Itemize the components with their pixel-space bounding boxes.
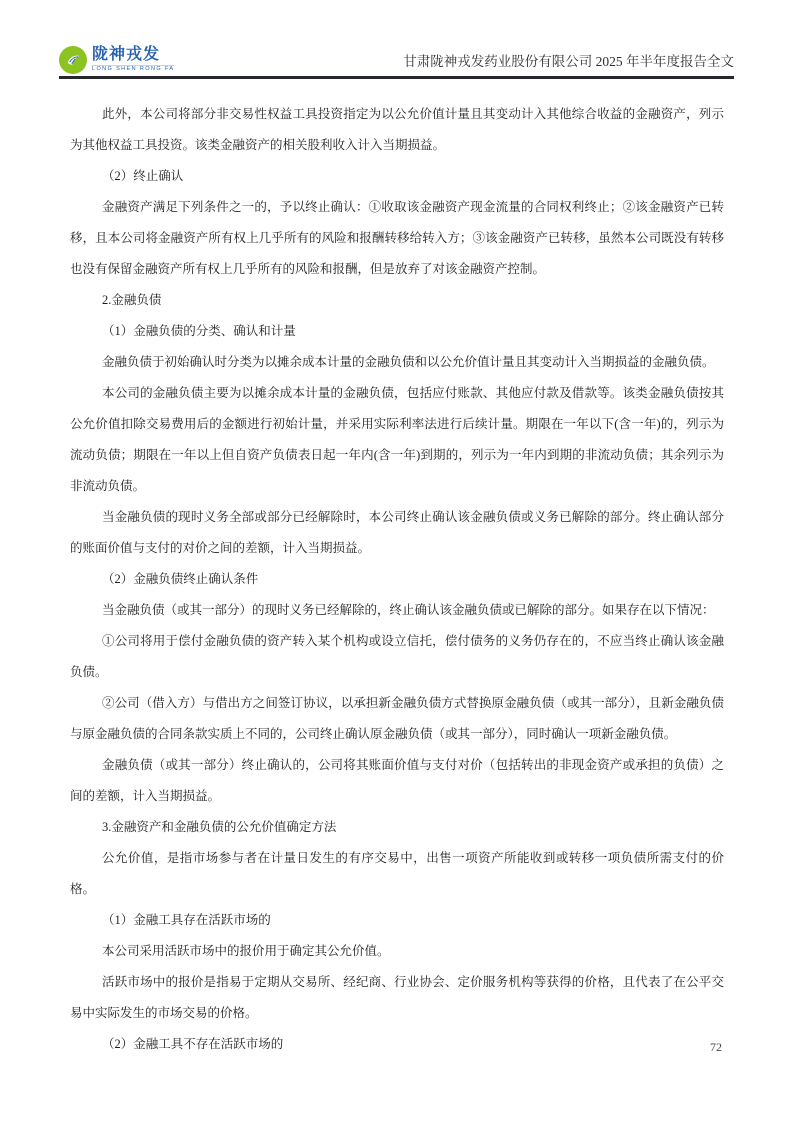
paragraph: 2.金融负债 bbox=[102, 293, 162, 307]
logo-icon bbox=[59, 46, 87, 74]
paragraph: （1）金融负债的分类、确认和计量 bbox=[102, 324, 296, 338]
paragraph: 公允价值，是指市场参与者在计量日发生的有序交易中，出售一项资产所能收到或转移一项负债所需支付的价格。 bbox=[70, 851, 724, 896]
paragraph: 活跃市场中的报价是指易于定期从交易所、经纪商、行业协会、定价服务机构等获得的价格，且代表了在公平交易中实际发生的市场交易的价格。 bbox=[70, 975, 724, 1020]
paragraph: 此外，本公司将部分非交易性权益工具投资指定为以公允价值计量且其变动计入其他综合收益的金融资产，列示为其他权益工具投资。该类金融资产的相关股利收入计入当期损益。 bbox=[70, 107, 724, 152]
paragraph: （2）终止确认 bbox=[102, 169, 184, 183]
paragraph: 当金融负债的现时义务全部或部分已经解除时，本公司终止确认该金融负债或义务已解除的部分。终止确认部分的账面价值与支付的对价之间的差额，计入当期损益。 bbox=[70, 510, 724, 555]
paragraph: （2）金融工具不存在活跃市场的 bbox=[102, 1037, 284, 1051]
paragraph: ①公司将用于偿付金融负债的资产转入某个机构或设立信托，偿付债务的义务仍存在的，不应当终止确认该金融负债。 bbox=[70, 634, 724, 679]
paragraph: 金融负债（或其一部分）终止确认的，公司将其账面价值与支付对价（包括转出的非现金资产或承担的负债）之间的差额，计入当期损益。 bbox=[70, 758, 724, 803]
logo-company-name-en: LONG SHEN RONG FA bbox=[92, 66, 175, 73]
paragraph: 金融负债于初始确认时分类为以摊余成本计量的金融负债和以公允价值计量且其变动计入当期损益的金融负债。 bbox=[102, 355, 715, 369]
page-header bbox=[59, 44, 734, 79]
company-logo bbox=[59, 46, 174, 76]
page-number: 72 bbox=[710, 1040, 722, 1054]
paragraph: 当金融负债（或其一部分）的现时义务已经解除的，终止确认该金融负债或已解除的部分。如果存在以下情况： bbox=[102, 603, 715, 617]
logo-text-block bbox=[92, 47, 174, 73]
paragraph: （1）金融工具存在活跃市场的 bbox=[102, 913, 271, 927]
paragraph: （2）金融负债终止确认条件 bbox=[102, 572, 259, 586]
paragraph: 3.金融资产和金融负债的公允价值确定方法 bbox=[102, 820, 337, 834]
logo-company-name: 陇神戎发 bbox=[92, 46, 161, 64]
report-title: 甘肃陇神戎发药业股份有限公司 2025 年半年度报告全文 bbox=[403, 54, 734, 69]
paragraph: 本公司的金融负债主要为以摊余成本计量的金融负债，包括应付账款、其他应付款及借款等。该类金融负债按其公允价值扣除交易费用后的金额进行初始计量，并采用实际利率法进行后续计量。期限在一年以下(含一年)的，列示为流动负债；期限在一年以上但自资产负债表日起一年内(含一年)到期的，列示为一年内到期的非流动负债；其余列示为非流动负债。 bbox=[70, 386, 724, 493]
paragraph: ②公司（借入方）与借出方之间签订协议，以承担新金融负债方式替换原金融负债（或其一部分），且新金融负债与原金融负债的合同条款实质上不同的，公司终止确认原金融负债（或其一部分），同时确认一项新金融负债。 bbox=[70, 696, 724, 741]
document-body bbox=[70, 99, 724, 1060]
paragraph: 金融资产满足下列条件之一的，予以终止确认：①收取该金融资产现金流量的合同权利终止；②该金融资产已转移，且本公司将金融资产所有权上几乎所有的风险和报酬转移给转入方；③该金融资产已转移，虽然本公司既没有转移也没有保留金融资产所有权上几乎所有的风险和报酬，但是放弃了对该金融资产控制。 bbox=[70, 200, 724, 276]
paragraph: 本公司采用活跃市场中的报价用于确定其公允价值。 bbox=[102, 944, 390, 958]
